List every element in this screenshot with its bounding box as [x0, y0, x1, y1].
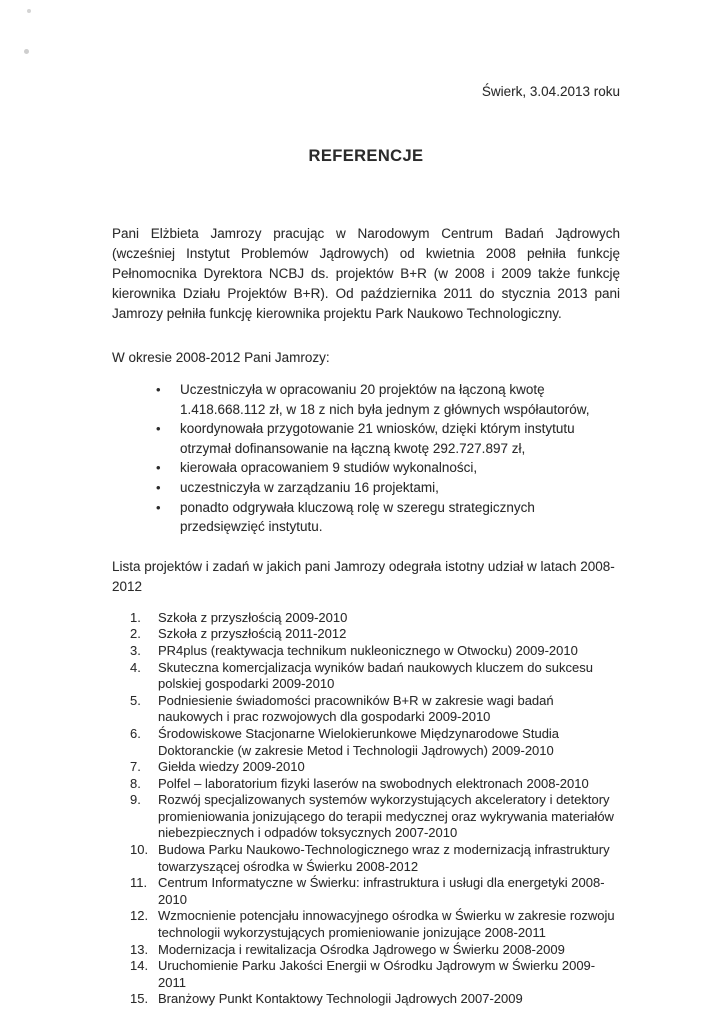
project-number: 5. — [130, 692, 141, 708]
project-item — [130, 693, 620, 726]
project-text: Modernizacja i rewitalizacja Ośrodka Jądrowego w Świerku 2008-2009 — [158, 941, 565, 957]
project-item — [130, 643, 620, 660]
project-item — [130, 660, 620, 693]
bullet-icon: • — [156, 460, 161, 476]
achievement-item — [112, 380, 620, 419]
intro-paragraph: Pani Elżbieta Jamrozy pracując w Narodowym Centrum Badań Jądrowych (wcześniej Instytut Problemów Jądrowych) od kwietnia 2008 pełniła funkcję Pełnomocnika Dyrektora NCBJ ds. projektów B+R (w 2008 i 2009 także funkcję kierownika Działu Projektów B+R). Od października 2011 do stycznia 2013 pani Jamrozy pełniła funkcję kierownika projektu Park Naukowo Technologiczny. — [112, 226, 620, 321]
bullet-icon: • — [156, 382, 161, 397]
project-number: 3. — [130, 642, 141, 658]
project-item — [130, 942, 620, 959]
achievement-text: Uczestniczyła w opracowaniu 20 projektów na łączoną kwotę 1.418.668.112 zł, w 18 z nich była jednym z głównych współautorów, — [180, 382, 590, 417]
scan-speck-icon — [27, 9, 31, 13]
achievement-text: ponadto odgrywała kluczową rolę w szeregu strategicznych przedsięwzięć instytutu. — [180, 499, 535, 535]
achievement-item — [112, 498, 620, 537]
period-heading: W okresie 2008-2012 Pani Jamrozy: — [112, 350, 330, 365]
achievement-text: kierowała opracowaniem 9 studiów wykonalności, — [180, 460, 478, 476]
project-text: Podniesienie świadomości pracowników B+R w zakresie wagi badań naukowych i prac rozwojowych dla gospodarki 2009-2010 — [158, 692, 554, 725]
project-text: Wzmocnienie potencjału innowacyjnego ośrodka w Świerku w zakresie rozwoju technologii wykorzystujących promieniowanie jonizujące 2008-2011 — [158, 908, 615, 941]
project-number: 10. — [130, 842, 149, 858]
achievement-text: koordynowała przygotowanie 21 wniosków, dzięki którym instytutu otrzymał dofinansowanie na łączną kwotę 292.727.897 zł, — [180, 421, 575, 456]
project-text: Szkoła z przyszłością 2011-2012 — [158, 626, 347, 642]
project-text: Branżowy Punkt Kontaktowy Technologii Jądrowych 2007-2009 — [158, 991, 523, 1007]
project-number: 12. — [130, 908, 149, 924]
project-item — [130, 875, 620, 908]
projects-heading: Lista projektów i zadań w jakich pani Jamrozy odegrała istotny udział w latach 2008-2012 — [112, 558, 615, 594]
document-title: REFERENCJE — [308, 147, 424, 165]
project-item — [130, 908, 620, 941]
project-number: 6. — [130, 725, 141, 741]
achievement-item — [112, 458, 620, 478]
project-item — [130, 726, 620, 759]
project-number: 15. — [130, 991, 149, 1007]
project-text: Giełda wiedzy 2009-2010 — [158, 759, 305, 775]
document-content — [112, 0, 620, 1008]
achievement-item — [112, 478, 620, 498]
project-number: 11. — [130, 875, 148, 891]
bullet-icon: • — [156, 499, 161, 515]
project-text: PR4plus (reaktywacja technikum nukleonicznego w Otwocku) 2009-2010 — [158, 642, 578, 658]
project-number: 8. — [130, 775, 141, 791]
project-text: Rozwój specjalizowanych systemów wykorzystujących akceleratory i detektory promieniowania jonizującego do terapii medycznej oraz wykrywania materiałów niebezpiecznych i odpadów toksycznych 2007-2010 — [158, 792, 614, 841]
project-item — [130, 792, 620, 842]
bullet-icon: • — [156, 421, 161, 437]
project-text: Środowiskowe Stacjonarne Wielokierunkowe Międzynarodowe Studia Doktoranckie (w zakresie Metod i Technologii Jądrowych) 2009-2010 — [158, 725, 560, 758]
project-number: 14. — [130, 958, 149, 974]
project-number: 4. — [130, 659, 141, 675]
project-number: 13. — [130, 941, 149, 957]
project-item — [130, 610, 620, 627]
project-item — [130, 759, 620, 776]
achievement-item — [112, 419, 620, 458]
bullet-icon: • — [156, 479, 161, 495]
achievement-text: uczestniczyła w zarządzaniu 16 projektami, — [180, 479, 439, 495]
scan-speck-icon — [24, 49, 29, 54]
project-item — [130, 991, 620, 1008]
project-number: 2. — [130, 626, 141, 642]
project-number: 1. — [130, 609, 141, 625]
project-text: Uruchomienie Parku Jakości Energii w Ośrodku Jądrowym w Świerku 2009-2011 — [158, 958, 596, 990]
project-text: Skuteczna komercjalizacja wyników badań naukowych kluczem do sukcesu polskiej gospodarki 2009-2010 — [158, 659, 593, 692]
project-text: Centrum Informatyczne w Świerku: infrastruktura i usługi dla energetyki 2008-2010 — [158, 875, 605, 907]
project-number: 7. — [130, 759, 141, 775]
project-item — [130, 958, 620, 991]
project-item — [130, 626, 620, 643]
achievements-list — [112, 380, 620, 537]
date-line: Świerk, 3.04.2013 roku — [481, 84, 620, 99]
project-text: Szkoła z przyszłością 2009-2010 — [158, 609, 348, 625]
project-text: Polfel – laboratorium fizyki laserów na swobodnych elektronach 2008-2010 — [158, 775, 589, 791]
project-text: Budowa Parku Naukowo-Technologicznego wraz z modernizacją infrastruktury towarzyszącej ośrodka w Świerku 2008-2012 — [158, 842, 610, 874]
project-item — [130, 776, 620, 793]
project-number: 9. — [130, 792, 141, 808]
project-item — [130, 842, 620, 875]
projects-list — [112, 610, 620, 1008]
